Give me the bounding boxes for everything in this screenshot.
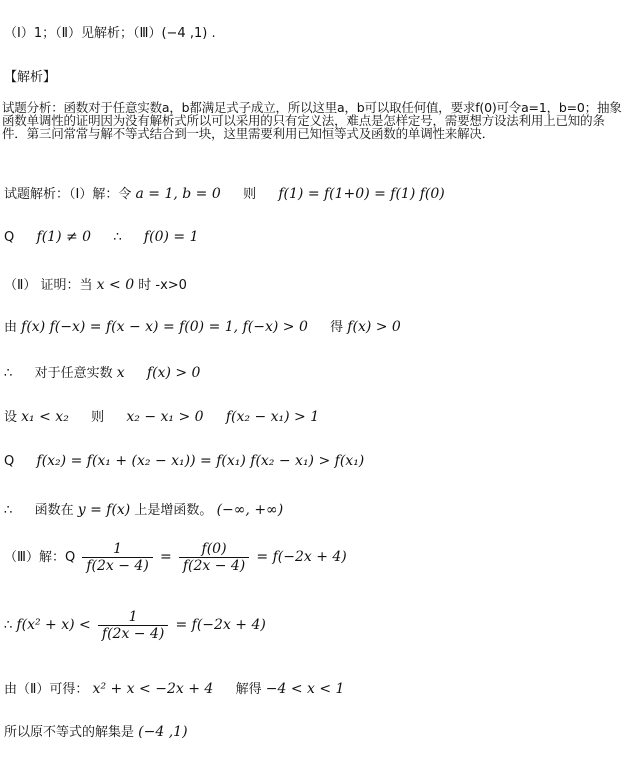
solution-step-3 (4, 274, 187, 293)
step8-label: 函数在 (34, 503, 74, 518)
solution-step-11 (4, 678, 344, 697)
analysis-paragraph: 试题分析：函数对于任意实数a，b都满足式子成立，所以这里a，b可以取任何值，要求f(0)可令a=1，b=0；抽象函数单调性的证明因为没有解析式所以可以采用的只有定义法，难点是怎样定号，需要想方设法利用上已知的条件．第三问常常与解不等式结合到一块，这里需要利用已知恒等式及函数的单调性来解决． (2, 100, 622, 141)
fraction-2-den: f(2x − 4) (179, 557, 249, 574)
step4-math2: f(x) > 0 (347, 319, 401, 335)
step12-label: 所以原不等式的解集是 (4, 725, 135, 740)
step11-math1: x² + x < −2x + 4 (92, 681, 214, 697)
therefore-symbol: ∴ (4, 366, 13, 381)
solution-step-6 (4, 406, 319, 425)
solution-step-12 (4, 721, 188, 740)
therefore-symbol: ∴ (113, 230, 122, 245)
step6-word: 则 (91, 410, 105, 425)
step10-tail: = f(−2x + 4) (175, 617, 266, 633)
step8-tail: 上是增函数。 (134, 503, 213, 518)
step6-math2: x₂ − x₁ > 0 (126, 409, 204, 425)
step11-math2: −4 < x < 1 (265, 681, 345, 697)
answer-text: （Ⅰ）1；（Ⅱ）见解析；（Ⅲ）(−4 ,1) . (4, 26, 216, 41)
step1-word: 则 (243, 187, 257, 202)
step5-label: 对于任意实数 (34, 366, 113, 381)
step4-math1: f(x) f(−x) = f(x − x) = f(0) = 1, f(−x) > 0 (21, 319, 308, 335)
solution-step-2 (4, 229, 198, 245)
step1-math2: f(1) = f(1+0) = f(1) f(0) (278, 186, 445, 202)
fraction-3-den: f(2x − 4) (98, 625, 168, 642)
fraction-2-num: f(0) (201, 541, 227, 557)
step3-math1: x < 0 (96, 277, 135, 293)
solution-step-4 (4, 316, 401, 335)
equals-sign: = (159, 549, 172, 565)
step1-math1: a = 1, b = 0 (135, 186, 221, 202)
step3-tail: -x>0 (155, 278, 187, 293)
step8-mid: y = f(x) (77, 502, 131, 518)
therefore-symbol: ∴ (4, 618, 13, 633)
since-symbol: Q (4, 454, 15, 469)
since-symbol: Q (4, 230, 15, 245)
step3-word: 时 (138, 278, 152, 293)
fraction-1 (82, 541, 152, 574)
fraction-1-den: f(2x − 4) (82, 557, 152, 574)
analysis-heading: 【解析】 (4, 70, 57, 85)
step7-math: f(x₂) = f(x₁ + (x₂ − x₁)) = f(x₁) f(x₂ − x₁) > f(x₁) (36, 453, 365, 469)
step2-math2: f(0) = 1 (143, 229, 199, 245)
step5-var: x (116, 365, 125, 381)
solution-step-10 (4, 609, 266, 642)
solution-step-9 (4, 541, 347, 574)
step9-label: （Ⅲ）解：Q (4, 550, 76, 565)
fraction-3 (98, 609, 168, 642)
step8-interval: (−∞, +∞) (216, 502, 284, 518)
solution-step-7 (4, 453, 364, 469)
section-heading (4, 66, 56, 85)
step6-label: 设 (4, 410, 18, 425)
step6-math1: x₁ < x₂ (21, 409, 69, 425)
step2-math1: f(1) ≠ 0 (36, 229, 92, 245)
step6-math3: f(x₂ − x₁) > 1 (225, 409, 320, 425)
fraction-3-num: 1 (128, 609, 138, 625)
step1-label: 试题解析：（Ⅰ）解：令 (4, 187, 132, 202)
step9-tail: = f(−2x + 4) (256, 549, 347, 565)
fraction-1-num: 1 (113, 541, 123, 557)
step5-math: f(x) > 0 (146, 365, 201, 381)
step4-label: 由 (4, 320, 18, 335)
step11-label: 由（Ⅱ）可得： (4, 682, 89, 697)
step11-word: 解得 (235, 682, 262, 697)
solution-step-1 (4, 183, 445, 202)
step10-lhs: f(x² + x) < (16, 617, 91, 633)
answer-line (4, 22, 216, 41)
step12-math: (−4 ,1) (138, 724, 188, 740)
step3-label: （Ⅱ） 证明：当 (4, 278, 93, 293)
fraction-2 (179, 541, 249, 574)
therefore-symbol: ∴ (4, 503, 13, 518)
solution-step-5 (4, 362, 200, 381)
solution-step-8 (4, 499, 283, 518)
step4-word: 得 (330, 320, 344, 335)
